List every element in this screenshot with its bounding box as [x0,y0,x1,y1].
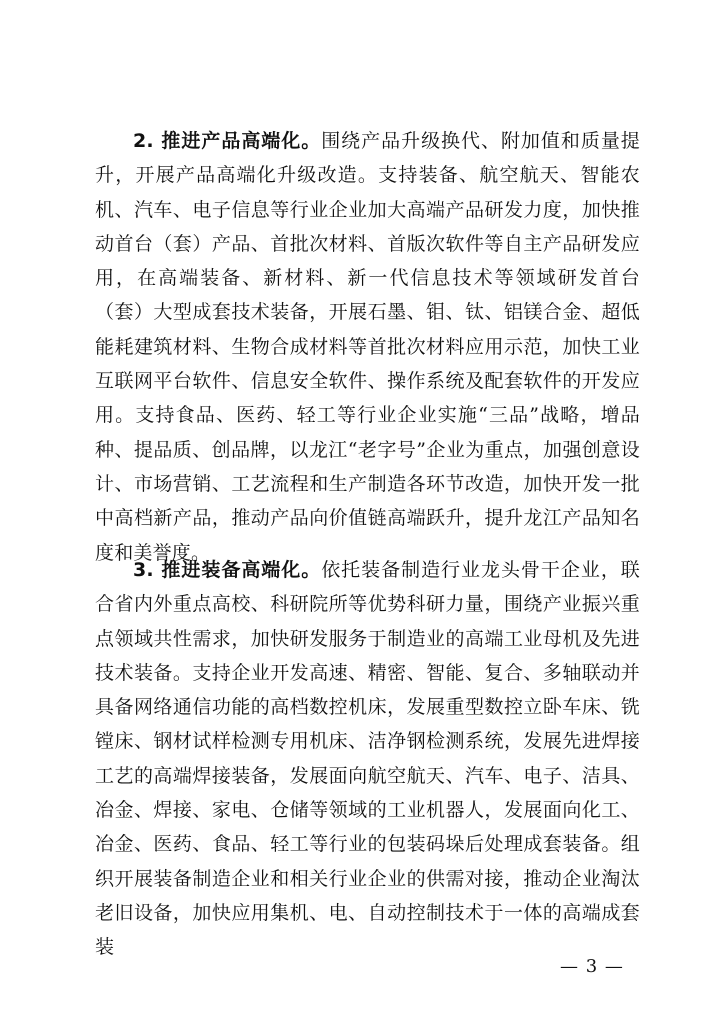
paragraph [95,124,640,570]
paragraph-body: 围绕产品升级换代、附加值和质量提升，开展产品高端化升级改造。支持装备、航空航天、智能农机、汽车、电子信息等行业企业加大高端产品研发力度，加快推动首台（套）产品、首批次材料、首版次软件等自主产品研发应用，在高端装备、新材料、新一代信息技术等领域研发首台（套）大型成套技术装备，开展石墨、钼、钛、铝镁合金、超低能耗建筑材料、生物合成材料等首批次材料应用示范，加快工业互联网平台软件、信息安全软件、操作系统及配套软件的开发应用。支持食品、医药、轻工等行业企业实施“三品”战略，增品种、提品质、创品牌，以龙江“老字号”企业为重点，加强创意设计、市场营销、工艺流程和生产制造各环节改造，加快开发一批中高档新产品，推动产品向价值链高端跃升，提升龙江产品知名度和美誉度。 [95,130,640,564]
paragraph-body: 依托装备制造行业龙头骨干企业，联合省内外重点高校、科研院所等优势科研力量，围绕产业振兴重点领域共性需求，加快研发服务于制造业的高端工业母机及先进技术装备。支持企业开发高速、精密、智能、复合、多轴联动并具备网络通信功能的高档数控机床，发展重型数控立卧车床、铣镗床、钢材试样检测专用机床、洁净钢检测系统，发展先进焊接工艺的高端焊接装备，发展面向航空航天、汽车、电子、洁具、冶金、焊接、家电、仓储等领域的工业机器人，发展面向化工、冶金、医药、食品、轻工等行业的包装码垛后处理成套装备。组织开展装备制造企业和相关行业企业的供需对接，推动企业淘汰老旧设备，加快应用集机、电、自动控制技术于一体的高端成套装 [95,559,640,959]
paragraph [95,553,640,965]
page-number: — 3 — [560,956,624,977]
paragraph-equipment-upgrade [95,553,640,965]
paragraph-heading: 3. 推进装备高端化。 [133,559,322,581]
paragraph-product-upgrade [95,124,640,570]
paragraph-heading: 2. 推进产品高端化。 [133,130,322,152]
